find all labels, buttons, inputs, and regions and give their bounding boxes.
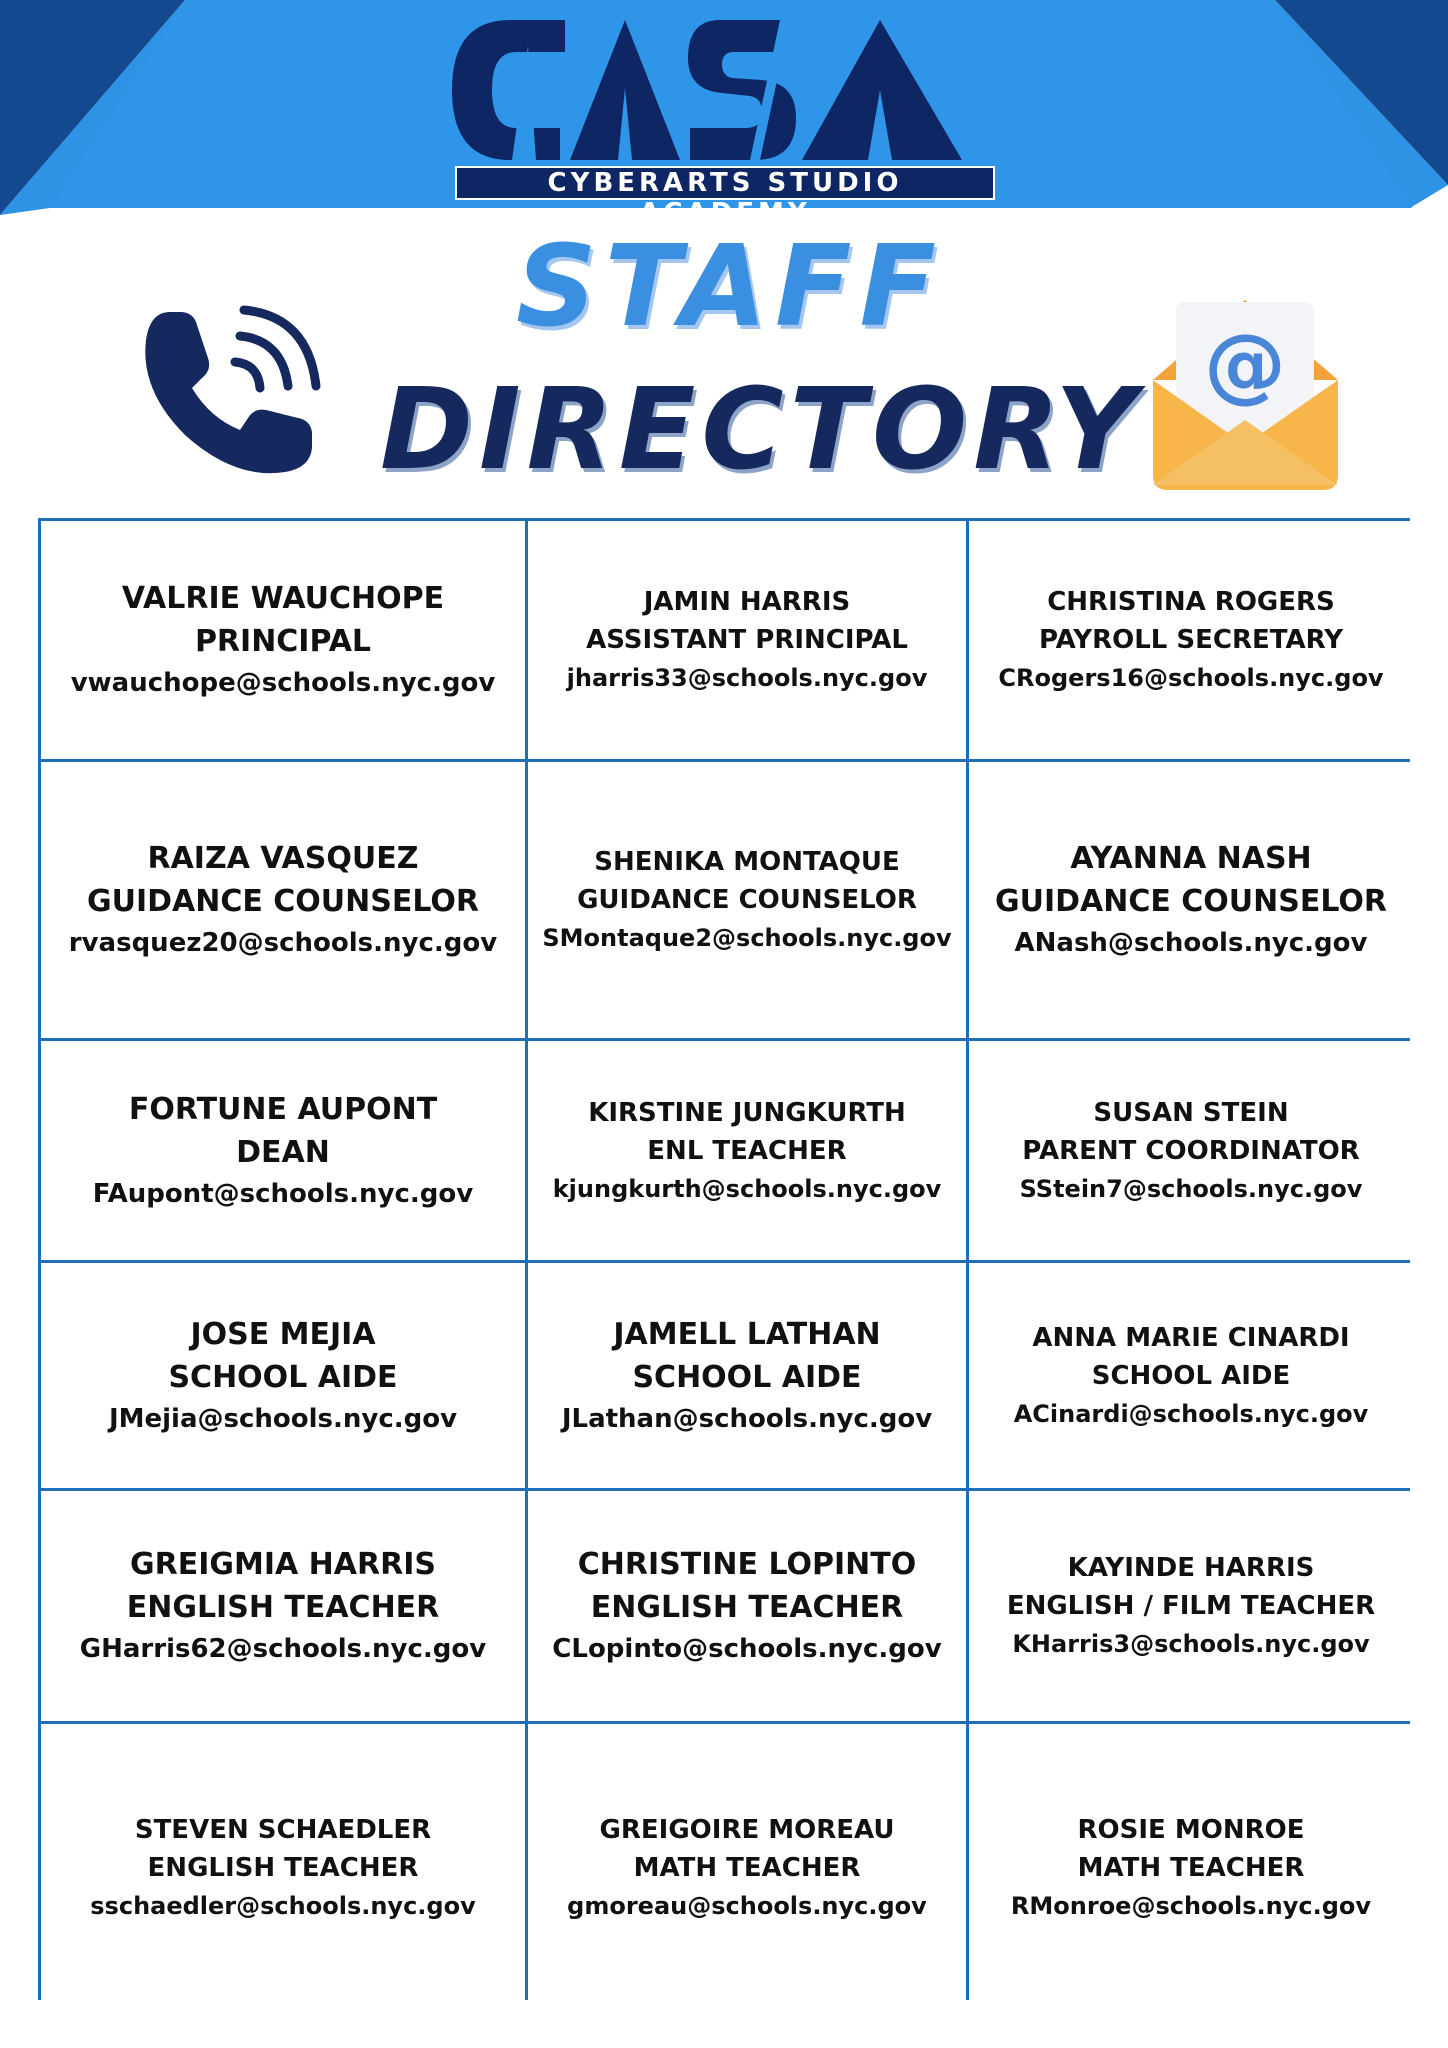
staff-name: VALRIE WAUCHOPE (121, 581, 445, 616)
staff-role: SCHOOL AIDE (632, 1359, 862, 1395)
staff-email[interactable]: rvasquez20@schools.nyc.gov (68, 928, 498, 958)
staff-email[interactable]: JLathan@schools.nyc.gov (561, 1403, 933, 1434)
staff-role: ENGLISH TEACHER (147, 1853, 419, 1883)
staff-email[interactable]: SStein7@schools.nyc.gov (1019, 1174, 1363, 1203)
staff-role: ENGLISH / FILM TEACHER (1006, 1591, 1376, 1621)
staff-role: SCHOOL AIDE (1091, 1360, 1291, 1391)
staff-email[interactable]: gmoreau@schools.nyc.gov (567, 1892, 927, 1920)
staff-card (41, 762, 525, 1038)
staff-email[interactable]: sschaedler@schools.nyc.gov (90, 1892, 476, 1920)
staff-card (41, 521, 525, 759)
staff-email[interactable]: KHarris3@schools.nyc.gov (1012, 1630, 1370, 1658)
staff-name: FORTUNE AUPONT (128, 1091, 438, 1127)
staff-name: GREIGMIA HARRIS (130, 1547, 436, 1582)
staff-role: GUIDANCE COUNSELOR (86, 884, 480, 919)
staff-name: KAYINDE HARRIS (1067, 1553, 1315, 1583)
staff-card (969, 762, 1413, 1038)
svg-text:@: @ (1204, 317, 1286, 412)
staff-name: RAIZA VASQUEZ (147, 841, 419, 876)
staff-name: SUSAN STEIN (1093, 1097, 1289, 1128)
staff-role: PAYROLL SECRETARY (1038, 625, 1344, 655)
page-title-directory: DIRECTORY (380, 365, 1143, 495)
staff-email[interactable]: jharris33@schools.nyc.gov (566, 664, 928, 692)
staff-card (969, 1041, 1413, 1260)
staff-role: DEAN (236, 1134, 330, 1170)
staff-name: ROSIE MONROE (1077, 1815, 1305, 1845)
staff-email[interactable]: CRogers16@schools.nyc.gov (998, 664, 1384, 692)
staff-role: MATH TEACHER (1077, 1853, 1305, 1883)
staff-email[interactable]: RMonroe@schools.nyc.gov (1010, 1892, 1372, 1920)
staff-card (528, 1724, 966, 2012)
staff-email[interactable]: SMontaque2@schools.nyc.gov (542, 924, 952, 952)
staff-role: PRINCIPAL (194, 624, 372, 659)
staff-name: ANNA MARIE CINARDI (1032, 1322, 1350, 1353)
staff-card (528, 1263, 966, 1488)
staff-name: JOSE MEJIA (190, 1316, 376, 1352)
staff-email[interactable]: JMejia@schools.nyc.gov (108, 1403, 458, 1434)
staff-role: ASSISTANT PRINCIPAL (586, 625, 908, 655)
staff-card (969, 1491, 1413, 1721)
staff-role: GUIDANCE COUNSELOR (577, 885, 917, 915)
staff-email[interactable]: CLopinto@schools.nyc.gov (552, 1634, 942, 1664)
staff-name: CHRISTINA ROGERS (1047, 587, 1335, 617)
staff-card (41, 1724, 525, 2012)
staff-card (969, 1724, 1413, 2012)
staff-email[interactable]: GHarris62@schools.nyc.gov (79, 1634, 487, 1664)
staff-card (41, 1041, 525, 1260)
phone-ringing-icon (140, 300, 325, 480)
staff-card (969, 521, 1413, 759)
staff-role: ENL TEACHER (647, 1135, 847, 1166)
staff-email[interactable]: FAupont@schools.nyc.gov (92, 1178, 474, 1209)
staff-name: JAMELL LATHAN (613, 1316, 881, 1352)
staff-card (41, 1263, 525, 1488)
email-envelope-icon (1148, 280, 1343, 495)
staff-card (969, 1263, 1413, 1488)
staff-card (528, 521, 966, 759)
staff-role: PARENT COORDINATOR (1022, 1135, 1360, 1166)
logo-subtitle: CYBERARTS STUDIO ACADEMY (455, 166, 995, 200)
staff-role: ENGLISH TEACHER (590, 1590, 904, 1625)
staff-role: SCHOOL AIDE (168, 1359, 398, 1395)
page-title-staff: STAFF (515, 222, 945, 352)
staff-card (528, 1041, 966, 1260)
staff-name: AYANNA NASH (1070, 841, 1312, 876)
staff-role: GUIDANCE COUNSELOR (994, 884, 1388, 919)
staff-name: CHRISTINE LOPINTO (577, 1547, 917, 1582)
staff-email[interactable]: kjungkurth@schools.nyc.gov (552, 1174, 942, 1203)
staff-name: STEVEN SCHAEDLER (134, 1815, 432, 1845)
staff-card (41, 1491, 525, 1721)
staff-name: KIRSTINE JUNGKURTH (588, 1097, 906, 1128)
staff-name: GREIGOIRE MOREAU (599, 1815, 895, 1845)
staff-email[interactable]: ACinardi@schools.nyc.gov (1013, 1399, 1369, 1428)
staff-card (528, 762, 966, 1038)
staff-directory-grid (38, 518, 1410, 2000)
staff-role: MATH TEACHER (633, 1853, 861, 1883)
staff-name: JAMIN HARRIS (643, 587, 851, 617)
staff-email[interactable]: vwauchope@schools.nyc.gov (70, 668, 496, 698)
staff-name: SHENIKA MONTAQUE (594, 847, 900, 877)
staff-card (528, 1491, 966, 1721)
staff-email[interactable]: ANash@schools.nyc.gov (1014, 928, 1368, 958)
staff-role: ENGLISH TEACHER (126, 1590, 440, 1625)
